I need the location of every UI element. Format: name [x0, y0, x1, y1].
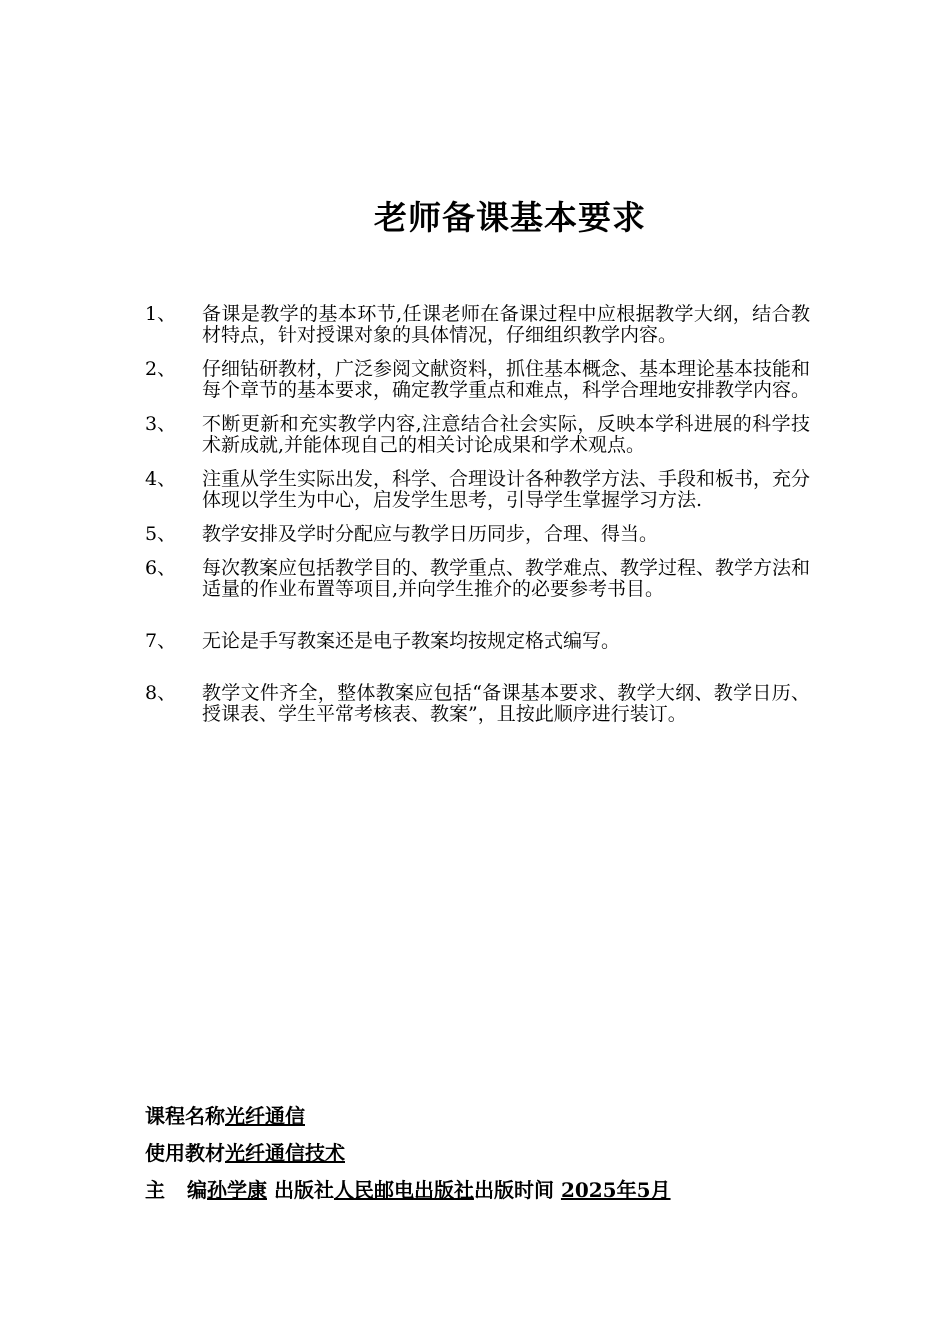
list-item [145, 414, 810, 456]
course-name-line [145, 1104, 845, 1128]
item-number: 6、 [145, 557, 177, 579]
course-name-label: 课程名称 [145, 1104, 225, 1128]
pubtime-value: 2025年5月 [560, 1178, 671, 1202]
item-number: 1、 [145, 303, 177, 325]
item-text: 不断更新和充实教学内容,注意结合社会实际，反映本学科进展的科学技术新成就,并能体现自己的相关讨论成果和学术观点。 [202, 413, 810, 456]
course-name-value: 光纤通信 [225, 1104, 305, 1128]
pubtime-label: 出版时间 [473, 1178, 554, 1202]
textbook-value: 光纤通信技术 [225, 1141, 345, 1165]
item-text: 教学文件齐全，整体教案应包括“备课基本要求、教学大纲、教学日历、授课表、学生平常考核表、教案”，且按此顺序进行装订。 [202, 682, 810, 725]
item-text: 注重从学生实际出发，科学、合理设计各种教学方法、手段和板书，充分体现以学生为中心，启发学生思考，引导学生掌握学习方法. [202, 468, 811, 511]
textbook-line [145, 1141, 845, 1165]
item-number: 3、 [145, 413, 177, 435]
item-number: 2、 [145, 358, 177, 380]
item-number: 8、 [145, 682, 177, 704]
item-number: 5、 [145, 523, 177, 545]
item-text: 无论是手写教案还是电子教案均按规定格式编写。 [202, 630, 621, 652]
list-item [145, 683, 810, 725]
publisher-label: 出版社 [273, 1178, 334, 1202]
item-text: 仔细钻研教材，广泛参阅文献资料，抓住基本概念、基本理论基本技能和每个章节的基本要求，确定教学重点和难点，科学合理地安排教学内容。 [202, 358, 811, 401]
editor-value: 孙学康 [207, 1178, 267, 1202]
editor-label-a: 主 [145, 1178, 165, 1202]
course-info [145, 1104, 845, 1215]
list-item [145, 558, 810, 600]
list-item [145, 469, 810, 511]
textbook-label: 使用教材 [145, 1141, 225, 1165]
list-item [145, 359, 810, 401]
publisher-value: 人民邮电出版社 [333, 1178, 474, 1202]
item-text: 教学安排及学时分配应与教学日历同步，合理、得当。 [202, 523, 659, 545]
item-number: 4、 [145, 468, 177, 490]
list-item [145, 524, 810, 545]
editor-publisher-line [145, 1178, 845, 1202]
item-number: 7、 [145, 630, 177, 652]
item-text: 每次教案应包括教学目的、教学重点、教学难点、教学过程、教学方法和适量的作业布置等项目,并向学生推介的必要参考书目。 [202, 557, 811, 600]
list-item [145, 304, 810, 346]
list-item [145, 631, 810, 652]
item-text: 备课是教学的基本环节,任课老师在备课过程中应根据教学大纲，结合教材特点，针对授课对象的具体情况，仔细组织教学内容。 [202, 303, 810, 346]
page-title: 老师备课基本要求 [374, 198, 646, 237]
requirements-list [145, 304, 810, 738]
editor-label-b: 编 [187, 1178, 207, 1202]
